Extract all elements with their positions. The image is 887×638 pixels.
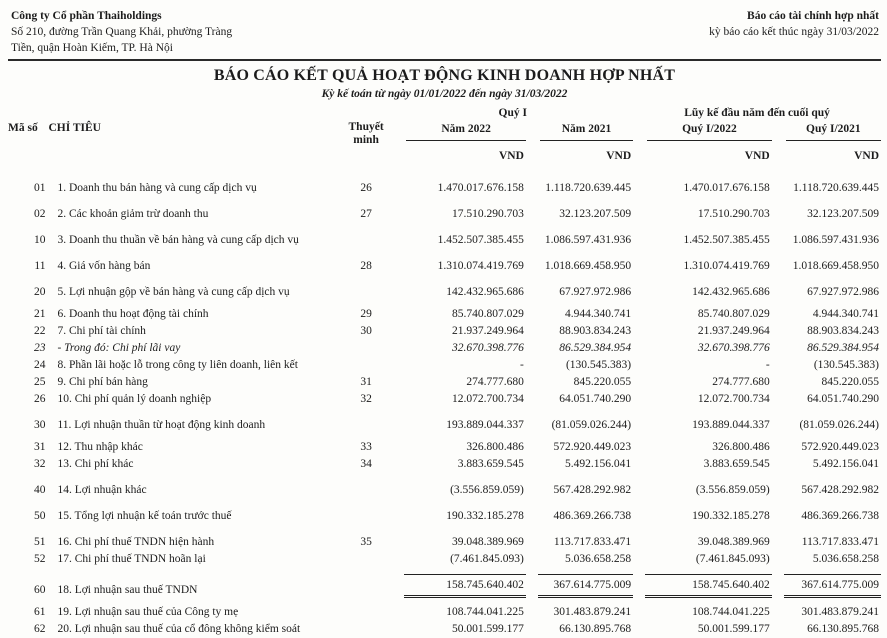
row-value: 21.937.249.964	[697, 325, 770, 337]
row-code: 02	[33, 208, 46, 220]
row-label: 5. Lợi nhuận gộp về bán hàng và cung cấp dịch vụ	[57, 286, 290, 298]
row-value: 1.118.720.639.445	[793, 182, 879, 194]
table-row	[8, 598, 881, 620]
row-value: 1.452.507.385.455	[437, 234, 524, 246]
table-row	[8, 567, 881, 598]
row-label: 11. Lợi nhuận thuần từ hoạt động kinh doanh	[57, 419, 266, 431]
column-group-row	[8, 105, 881, 121]
row-value: 567.428.292.982	[553, 484, 632, 496]
row-value: 845.220.055	[821, 376, 879, 388]
row-value: 17.510.290.703	[452, 208, 524, 220]
column-group-quarter: Quý I	[498, 107, 527, 119]
row-value: 39.048.389.969	[697, 536, 770, 548]
row-value: 142.432.965.686	[446, 286, 524, 298]
row-value	[633, 567, 772, 598]
row-value: (130.545.383)	[813, 359, 879, 371]
unit-label: VND	[606, 150, 632, 162]
row-value: 50.001.599.177	[452, 623, 524, 635]
row-value: 486.369.266.738	[801, 510, 879, 522]
header-divider	[8, 59, 881, 61]
row-code: 61	[33, 606, 46, 618]
row-value: 1.310.074.419.769	[683, 260, 770, 272]
row-note: 32	[360, 393, 372, 405]
table-row	[8, 524, 881, 550]
row-value: (7.461.845.093)	[695, 553, 770, 565]
row-value: 367.614.775.009	[538, 574, 633, 598]
row-value: 32.670.398.776	[697, 342, 770, 354]
row-value: 193.889.044.337	[446, 419, 524, 431]
row-label: 13. Chi phí khác	[57, 458, 134, 470]
row-note	[340, 274, 393, 300]
row-value: 572.920.449.023	[801, 441, 879, 453]
row-value: 274.777.680	[466, 376, 524, 388]
row-value: (3.556.859.059)	[450, 484, 524, 496]
row-code: 26	[33, 393, 46, 405]
row-code: 25	[33, 376, 46, 388]
header-col-nam-2022: Năm 2022	[406, 121, 526, 141]
row-note	[340, 620, 393, 637]
row-note	[340, 498, 393, 524]
row-label: 3. Doanh thu thuần về bán hàng và cung cấp dịch vụ	[57, 234, 299, 246]
row-value: 367.614.775.009	[784, 574, 881, 598]
row-value: (3.556.859.059)	[695, 484, 770, 496]
row-value: 1.470.017.676.158	[683, 182, 770, 194]
row-code: 30	[33, 419, 46, 431]
row-note	[340, 339, 393, 356]
row-value: 39.048.389.969	[452, 536, 524, 548]
header-col-quy-1-2022: Quý I/2022	[647, 121, 772, 141]
row-value: 190.332.185.278	[446, 510, 524, 522]
row-value: 5.492.156.041	[812, 458, 879, 470]
unit-row	[8, 147, 881, 170]
row-label: 20. Lợi nhuận sau thuế của cổ đông không kiểm soát	[57, 623, 301, 635]
company-address-line1: Số 210, đường Trần Quang Khải, phường Tràng	[11, 26, 233, 38]
row-value: 108.744.041.225	[692, 606, 770, 618]
row-label: 1. Doanh thu bán hàng và cung cấp dịch vụ	[57, 182, 257, 194]
column-header-row	[8, 121, 881, 147]
row-value: 113.717.833.471	[801, 536, 879, 548]
table-row	[8, 620, 881, 637]
table-row	[8, 498, 881, 524]
row-value: 32.123.207.509	[559, 208, 632, 220]
row-value: 12.072.700.734	[697, 393, 770, 405]
table-body	[8, 170, 881, 637]
row-value: 86.529.384.954	[559, 342, 632, 354]
row-value: 1.086.597.431.936	[792, 234, 879, 246]
table-row	[8, 390, 881, 407]
row-value: (7.461.845.093)	[450, 553, 524, 565]
row-note: 33	[360, 441, 372, 453]
table-row	[8, 222, 881, 248]
row-code: 32	[33, 458, 46, 470]
page-title: BÁO CÁO KẾT QUẢ HOẠT ĐỘNG KINH DOANH HỢP NHẤT	[213, 67, 676, 84]
row-value: 158.745.640.402	[645, 574, 772, 598]
row-value: 567.428.292.982	[801, 484, 879, 496]
row-note	[340, 222, 393, 248]
row-value	[772, 567, 881, 598]
row-code: 50	[33, 510, 46, 522]
row-value: 67.927.972.986	[559, 286, 632, 298]
row-value: 5.036.658.258	[565, 553, 632, 565]
row-value: 1.018.669.458.950	[792, 260, 879, 272]
row-value: 326.800.486	[712, 441, 770, 453]
row-label: 19. Lợi nhuận sau thuế của Công ty mẹ	[57, 606, 239, 618]
table-row	[8, 170, 881, 196]
row-label: 14. Lợi nhuận khác	[57, 484, 147, 496]
header-col-quy-1-2021: Quý I/2021	[786, 121, 881, 141]
row-value: 85.740.807.029	[697, 308, 770, 320]
row-note	[340, 567, 393, 598]
row-value: 50.001.599.177	[697, 623, 770, 635]
row-label: 6. Doanh thu hoạt động tài chính	[57, 308, 209, 320]
company-block	[11, 8, 232, 56]
row-value: 1.118.720.639.445	[545, 182, 632, 194]
row-code: 20	[33, 286, 46, 298]
income-statement-table	[8, 105, 881, 637]
row-code: 22	[33, 325, 46, 337]
row-value: 845.220.055	[573, 376, 632, 388]
table-row	[8, 455, 881, 472]
report-meta-block	[709, 8, 879, 56]
row-code: 21	[33, 308, 46, 320]
header-chi-tieu: CHỈ TIÊU	[48, 122, 101, 134]
row-value: 67.927.972.986	[807, 286, 879, 298]
row-value: 21.937.249.964	[452, 325, 524, 337]
row-value: 64.051.740.290	[559, 393, 632, 405]
row-value: 142.432.965.686	[692, 286, 770, 298]
row-value: -	[765, 359, 770, 371]
row-label: 15. Tổng lợi nhuận kế toán trước thuế	[57, 510, 232, 522]
row-note: 35	[360, 536, 372, 548]
table-row	[8, 407, 881, 433]
row-value: 3.883.659.545	[703, 458, 770, 470]
row-value: 1.310.074.419.769	[437, 260, 524, 272]
row-value: 486.369.266.738	[553, 510, 632, 522]
row-value: 274.777.680	[712, 376, 770, 388]
company-name: Công ty Cổ phần Thaiholdings	[11, 10, 162, 22]
row-label: 12. Thu nhập khác	[57, 441, 143, 453]
row-value: 572.920.449.023	[553, 441, 632, 453]
table-row	[8, 373, 881, 390]
table-row	[8, 274, 881, 300]
row-value: (130.545.383)	[565, 359, 632, 371]
row-code: 24	[33, 359, 46, 371]
row-code: 62	[33, 623, 46, 635]
row-code: 52	[33, 553, 46, 565]
row-note	[340, 407, 393, 433]
row-label: 10. Chi phí quản lý doanh nghiệp	[57, 393, 212, 405]
row-note: 30	[360, 325, 372, 337]
report-type: Báo cáo tài chính hợp nhất	[747, 10, 879, 22]
row-value: 32.123.207.509	[807, 208, 879, 220]
table-row	[8, 248, 881, 274]
row-value: 88.903.834.243	[807, 325, 879, 337]
row-note	[340, 472, 393, 498]
row-value: 5.492.156.041	[565, 458, 632, 470]
row-code: 31	[33, 441, 46, 453]
table-row	[8, 550, 881, 567]
row-code: 60	[33, 584, 46, 596]
row-value: (81.059.026.244)	[551, 419, 632, 431]
row-value: 88.903.834.243	[559, 325, 632, 337]
row-label: 2. Các khoản giảm trừ doanh thu	[57, 208, 209, 220]
row-note	[340, 356, 393, 373]
row-value: 17.510.290.703	[697, 208, 770, 220]
row-value: 190.332.185.278	[692, 510, 770, 522]
row-label: 4. Giá vốn hàng bán	[57, 260, 151, 272]
row-value: 1.086.597.431.936	[544, 234, 632, 246]
row-code: 51	[33, 536, 46, 548]
company-address-line2: Tiền, quận Hoàn Kiếm, TP. Hà Nội	[11, 42, 173, 54]
row-value: 4.944.340.741	[565, 308, 632, 320]
row-code: 01	[33, 182, 46, 194]
header-ma-so: Mã số	[8, 122, 38, 134]
row-label: 18. Lợi nhuận sau thuế TNDN	[57, 584, 198, 596]
table-row	[8, 196, 881, 222]
header-thuyet-minh: Thuyết minh	[348, 121, 384, 146]
row-label: 17. Chi phí thuế TNDN hoãn lại	[57, 553, 206, 565]
table-row	[8, 322, 881, 339]
row-label: - Trong đó: Chi phí lãi vay	[57, 342, 181, 354]
row-code: 10	[33, 234, 46, 246]
row-label: 9. Chi phí bán hàng	[57, 376, 148, 388]
row-code: 40	[33, 484, 46, 496]
row-label: 8. Phần lãi hoặc lỗ trong công ty liên doanh, liên kết	[57, 359, 298, 371]
row-value: 5.036.658.258	[812, 553, 879, 565]
table-row	[8, 356, 881, 373]
row-value: 85.740.807.029	[452, 308, 524, 320]
row-value: 64.051.740.290	[807, 393, 879, 405]
row-value: 158.745.640.402	[404, 574, 526, 598]
row-value	[526, 567, 633, 598]
row-note: 34	[360, 458, 372, 470]
row-value: 4.944.340.741	[812, 308, 879, 320]
row-value: 108.744.041.225	[446, 606, 524, 618]
row-note: 28	[360, 260, 372, 272]
row-note: 31	[360, 376, 372, 388]
row-note: 27	[360, 208, 372, 220]
row-code: 23	[33, 342, 46, 354]
row-value: 301.483.879.241	[801, 606, 879, 618]
row-value: 3.883.659.545	[457, 458, 524, 470]
row-value: 301.483.879.241	[553, 606, 632, 618]
table-row	[8, 433, 881, 455]
unit-label: VND	[498, 150, 524, 162]
row-value: -	[520, 359, 524, 371]
row-value: 1.452.507.385.455	[683, 234, 770, 246]
row-code: 11	[34, 260, 46, 272]
unit-label: VND	[854, 150, 879, 162]
row-value: (81.059.026.244)	[799, 419, 879, 431]
document-header	[8, 8, 881, 56]
row-value: 1.018.669.458.950	[544, 260, 632, 272]
page-subtitle: Kỳ kế toán từ ngày 01/01/2022 đến ngày 31/03/2022	[321, 88, 568, 100]
row-value	[392, 567, 526, 598]
row-value: 113.717.833.471	[553, 536, 632, 548]
row-note: 26	[360, 182, 372, 194]
row-value: 1.470.017.676.158	[437, 182, 524, 194]
row-value: 86.529.384.954	[807, 342, 879, 354]
row-value: 193.889.044.337	[692, 419, 770, 431]
table-row	[8, 300, 881, 322]
table-row	[8, 339, 881, 356]
header-col-nam-2021: Năm 2021	[540, 121, 633, 141]
row-note: 29	[360, 308, 372, 320]
row-label: 16. Chi phí thuế TNDN hiện hành	[57, 536, 215, 548]
table-row	[8, 472, 881, 498]
row-value: 66.130.895.768	[807, 623, 879, 635]
unit-label: VND	[744, 150, 770, 162]
row-label: 7. Chi phí tài chính	[57, 325, 146, 337]
row-value: 12.072.700.734	[452, 393, 524, 405]
row-value: 66.130.895.768	[559, 623, 632, 635]
report-period: kỳ báo cáo kết thúc ngày 31/03/2022	[709, 26, 879, 38]
row-note	[340, 598, 393, 620]
column-group-ytd: Lũy kế đầu năm đến cuối quý	[684, 107, 830, 119]
row-value: 32.670.398.776	[452, 342, 524, 354]
row-value: 326.800.486	[466, 441, 524, 453]
row-note	[340, 550, 393, 567]
